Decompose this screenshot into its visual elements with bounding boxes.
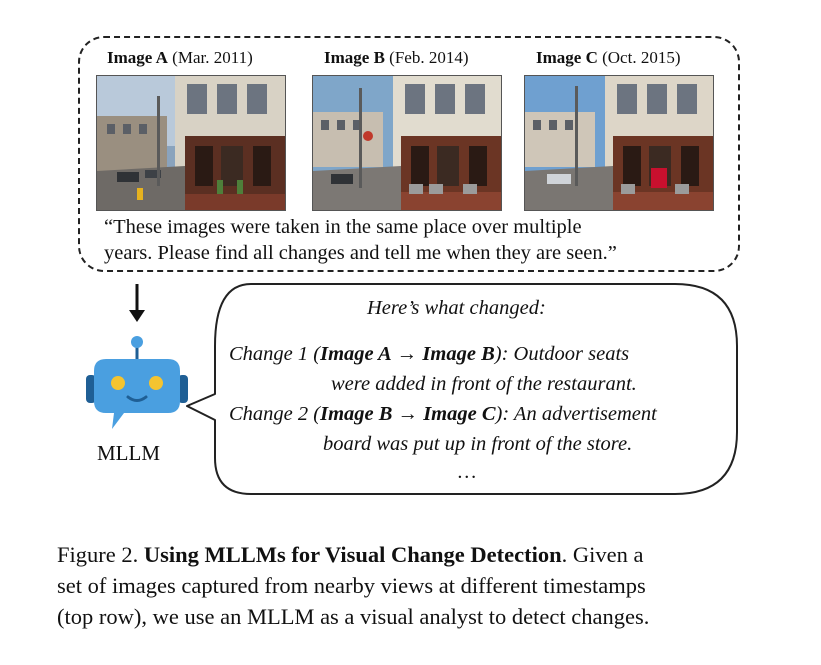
user-prompt	[104, 214, 744, 266]
change-1-from: Image A	[320, 343, 392, 365]
change-2	[229, 403, 657, 426]
figure-caption	[57, 539, 777, 632]
image-a-caption	[107, 48, 253, 68]
caption-prefix: Figure 2.	[57, 542, 139, 567]
image-a-label: Image A	[107, 48, 168, 67]
robot-icon	[84, 333, 194, 433]
image-b-label: Image B	[324, 48, 385, 67]
change-2-description: board was put up in front of the store.	[323, 433, 633, 455]
change-1-arrow: →	[396, 343, 418, 365]
image-b-date: (Feb. 2014)	[389, 48, 469, 67]
caption-line-1	[57, 539, 777, 570]
image-c-label: Image C	[536, 48, 598, 67]
change-1-to: Image B	[422, 343, 495, 365]
down-arrow-icon	[122, 282, 152, 324]
prompt-line-2: years. Please find all changes and tell me when they are seen.”	[104, 242, 617, 264]
change-2-suffix: ): An advertisement	[495, 403, 657, 425]
prompt-line-1: “These images were taken in the same place over multiple	[104, 216, 582, 238]
image-b-caption	[324, 48, 469, 68]
mllm-label: MLLM	[97, 441, 160, 465]
change-1	[229, 343, 629, 366]
response-heading: Here’s what changed:	[367, 297, 546, 319]
image-a-date: (Mar. 2011)	[172, 48, 253, 67]
caption-line-2: set of images captured from nearby views at different timestamps	[57, 573, 646, 598]
street-photo-a	[97, 76, 285, 210]
change-2-from: Image B	[320, 403, 393, 425]
change-2-to: Image C	[423, 403, 496, 425]
change-2-arrow: →	[397, 403, 419, 425]
caption-line-3: (top row), we use an MLLM as a visual analyst to detect changes.	[57, 604, 650, 629]
change-1-suffix: ): Outdoor seats	[494, 343, 630, 365]
street-photo-c	[525, 76, 713, 210]
caption-title: Using MLLMs for Visual Change Detection	[143, 542, 562, 567]
change-1-description: were added in front of the restaurant.	[331, 373, 637, 395]
response-ellipsis: …	[458, 461, 477, 483]
image-c-date: (Oct. 2015)	[602, 48, 681, 67]
image-c-caption	[536, 48, 680, 68]
change-2-prefix: Change 2 (	[229, 403, 321, 425]
change-1-prefix: Change 1 (	[229, 343, 321, 365]
street-photo-b	[313, 76, 501, 210]
caption-body-first: . Given a	[561, 542, 644, 567]
